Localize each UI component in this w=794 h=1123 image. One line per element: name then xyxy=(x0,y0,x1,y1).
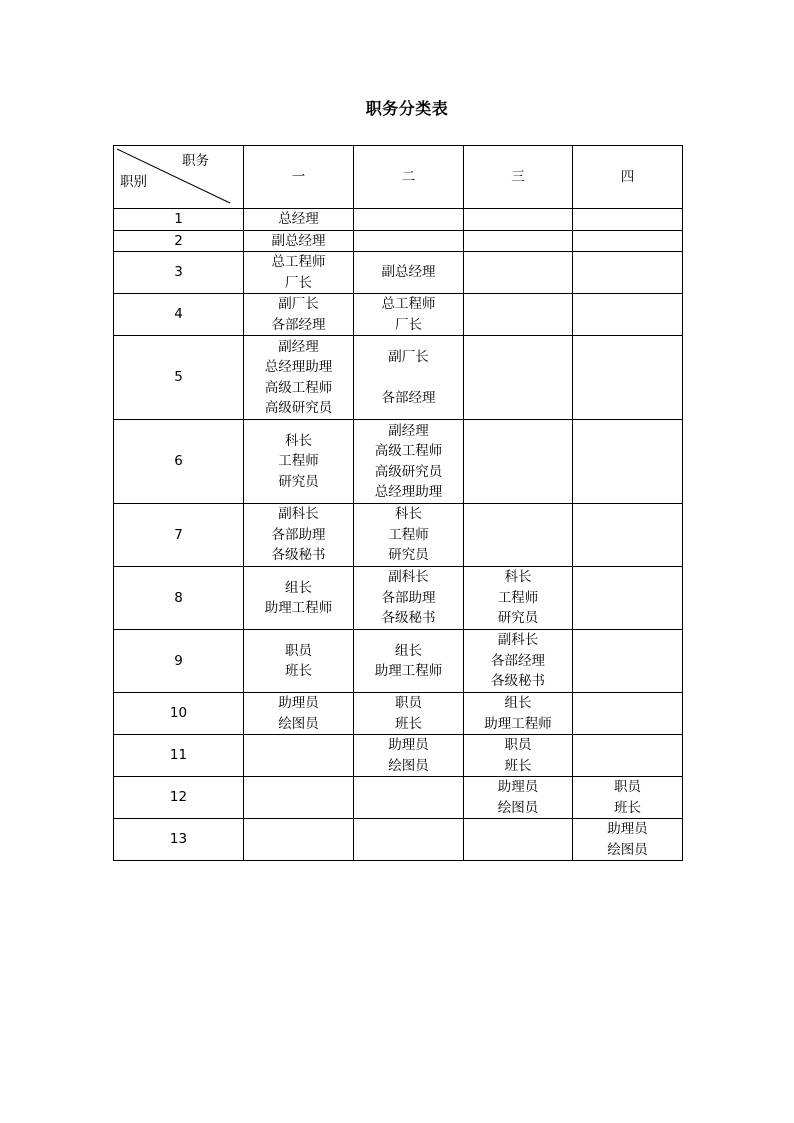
position-title: 组长 xyxy=(504,695,532,711)
position-cell xyxy=(573,630,683,693)
column-header-2: 二 xyxy=(354,146,464,209)
position-title: 总工程师 xyxy=(271,254,326,270)
position-cell xyxy=(573,230,683,252)
table-row xyxy=(114,735,683,777)
position-cell xyxy=(573,336,683,420)
position-cell xyxy=(573,504,683,567)
position-cell xyxy=(573,252,683,294)
row-number: 12 xyxy=(114,777,244,819)
position-cell xyxy=(244,777,354,819)
position-title: 副总经理 xyxy=(381,264,436,281)
position-title: 绘图员 xyxy=(607,841,648,858)
position-cell xyxy=(244,294,354,336)
position-cell xyxy=(573,819,683,861)
table-row xyxy=(114,336,683,420)
position-cell xyxy=(464,567,573,630)
position-title: 助理工程师 xyxy=(264,600,333,616)
position-title: 总经理 xyxy=(278,211,319,227)
position-cell xyxy=(464,693,573,735)
position-title: 各部经理 xyxy=(271,316,326,333)
position-title: 组长 xyxy=(395,642,422,659)
position-cell xyxy=(244,209,354,231)
position-cell xyxy=(354,230,464,252)
row-number: 3 xyxy=(114,252,244,294)
position-title: 副科长 xyxy=(497,632,539,649)
position-title: 副厂长 xyxy=(388,349,429,365)
position-title: 班长 xyxy=(504,757,532,774)
position-cell xyxy=(464,777,573,819)
page-title: 职务分类表 xyxy=(365,99,449,118)
position-cell xyxy=(244,252,354,294)
position-title: 厂长 xyxy=(395,316,422,333)
corner-label-rank: 职别 xyxy=(120,174,147,190)
position-cell xyxy=(354,504,464,567)
position-cell xyxy=(244,735,354,777)
position-title: 各部经理 xyxy=(381,389,436,406)
position-cell xyxy=(464,294,573,336)
position-title: 高级工程师 xyxy=(264,379,333,396)
position-title: 科长 xyxy=(504,569,532,586)
position-cell xyxy=(354,252,464,294)
row-number: 4 xyxy=(114,294,244,336)
position-cell xyxy=(354,336,464,420)
position-title: 各部经理 xyxy=(491,652,545,669)
row-number: 6 xyxy=(114,420,244,504)
position-title: 各级秘书 xyxy=(271,547,326,564)
position-title: 高级研究员 xyxy=(374,463,443,480)
position-title: 班长 xyxy=(395,715,422,732)
position-cell xyxy=(354,777,464,819)
column-header-1: 一 xyxy=(244,146,354,209)
position-title: 职员 xyxy=(614,779,641,795)
position-cell xyxy=(464,504,573,567)
position-title: 副科长 xyxy=(278,506,319,523)
position-cell xyxy=(573,693,683,735)
position-cell xyxy=(573,294,683,336)
column-header-4: 四 xyxy=(573,146,683,209)
table-row xyxy=(114,230,683,252)
row-number: 8 xyxy=(114,567,244,630)
position-cell xyxy=(464,630,573,693)
position-cell xyxy=(244,336,354,420)
table-row xyxy=(114,252,683,294)
column-header-3: 三 xyxy=(464,146,573,209)
position-title: 副经理 xyxy=(388,422,429,439)
position-title: 助理工程师 xyxy=(374,663,443,679)
position-cell xyxy=(464,252,573,294)
position-cell xyxy=(354,209,464,231)
header-row xyxy=(114,146,683,209)
position-title: 职员 xyxy=(285,642,312,659)
position-title: 总工程师 xyxy=(381,296,436,312)
position-cell xyxy=(573,567,683,630)
blank-line xyxy=(354,368,463,388)
position-cell xyxy=(244,819,354,861)
row-number: 9 xyxy=(114,630,244,693)
classification-table xyxy=(113,145,683,861)
table-row xyxy=(114,819,683,861)
position-cell xyxy=(354,735,464,777)
position-title: 研究员 xyxy=(278,473,319,490)
position-title: 绘图员 xyxy=(388,757,429,774)
position-title: 副经理 xyxy=(278,338,319,355)
position-cell xyxy=(354,819,464,861)
table-row xyxy=(114,504,683,567)
position-title: 各部助理 xyxy=(381,589,436,606)
position-title: 绘图员 xyxy=(278,715,319,732)
position-cell xyxy=(244,693,354,735)
position-title: 研究员 xyxy=(497,610,539,627)
position-cell xyxy=(573,420,683,504)
position-title: 研究员 xyxy=(388,547,429,564)
position-title: 助理员 xyxy=(388,737,429,753)
corner-header-cell xyxy=(114,146,244,209)
position-title: 班长 xyxy=(285,663,312,679)
position-cell xyxy=(464,735,573,777)
position-cell xyxy=(464,819,573,861)
position-title: 厂长 xyxy=(285,274,312,291)
position-title: 副总经理 xyxy=(271,232,326,249)
position-title: 科长 xyxy=(395,506,422,523)
position-title: 助理工程师 xyxy=(484,715,552,732)
row-number: 10 xyxy=(114,693,244,735)
table-row xyxy=(114,630,683,693)
table-row xyxy=(114,777,683,819)
position-title: 工程师 xyxy=(388,526,429,543)
position-cell xyxy=(244,567,354,630)
position-cell xyxy=(354,693,464,735)
row-number: 13 xyxy=(114,819,244,861)
position-cell xyxy=(244,230,354,252)
position-cell xyxy=(354,294,464,336)
table-row xyxy=(114,294,683,336)
position-title: 高级研究员 xyxy=(264,400,333,416)
position-title: 总经理助理 xyxy=(374,484,443,500)
position-title: 组长 xyxy=(285,579,312,596)
position-title: 班长 xyxy=(614,799,641,816)
position-cell xyxy=(573,209,683,231)
position-cell xyxy=(464,336,573,420)
position-title: 科长 xyxy=(285,432,312,449)
table-row xyxy=(114,420,683,504)
row-number: 5 xyxy=(114,336,244,420)
position-title: 各级秘书 xyxy=(381,610,436,627)
position-cell xyxy=(464,420,573,504)
position-cell xyxy=(464,209,573,231)
position-title: 工程师 xyxy=(497,589,539,606)
position-title: 副厂长 xyxy=(278,296,319,312)
position-cell xyxy=(573,735,683,777)
position-title: 职员 xyxy=(395,695,422,711)
row-number: 11 xyxy=(114,735,244,777)
position-title: 各部助理 xyxy=(271,526,326,543)
position-cell xyxy=(244,420,354,504)
position-cell xyxy=(244,630,354,693)
position-title: 工程师 xyxy=(278,453,319,470)
position-cell xyxy=(354,420,464,504)
table-row xyxy=(114,209,683,231)
table-row xyxy=(114,693,683,735)
row-number: 7 xyxy=(114,504,244,567)
position-title: 高级工程师 xyxy=(374,443,443,459)
position-title: 各级秘书 xyxy=(491,673,545,690)
row-number: 2 xyxy=(114,230,244,252)
position-title: 总经理助理 xyxy=(264,359,333,375)
position-title: 职员 xyxy=(504,737,532,753)
row-number: 1 xyxy=(114,209,244,231)
position-cell xyxy=(244,504,354,567)
position-cell xyxy=(464,230,573,252)
position-title: 绘图员 xyxy=(497,799,539,816)
position-title: 副科长 xyxy=(388,569,429,586)
corner-label-position: 职务 xyxy=(182,153,209,169)
position-title: 助理员 xyxy=(607,821,648,837)
table-row xyxy=(114,567,683,630)
position-cell xyxy=(573,777,683,819)
position-title: 助理员 xyxy=(497,779,539,795)
position-cell xyxy=(354,567,464,630)
position-title: 助理员 xyxy=(278,695,319,711)
position-cell xyxy=(354,630,464,693)
